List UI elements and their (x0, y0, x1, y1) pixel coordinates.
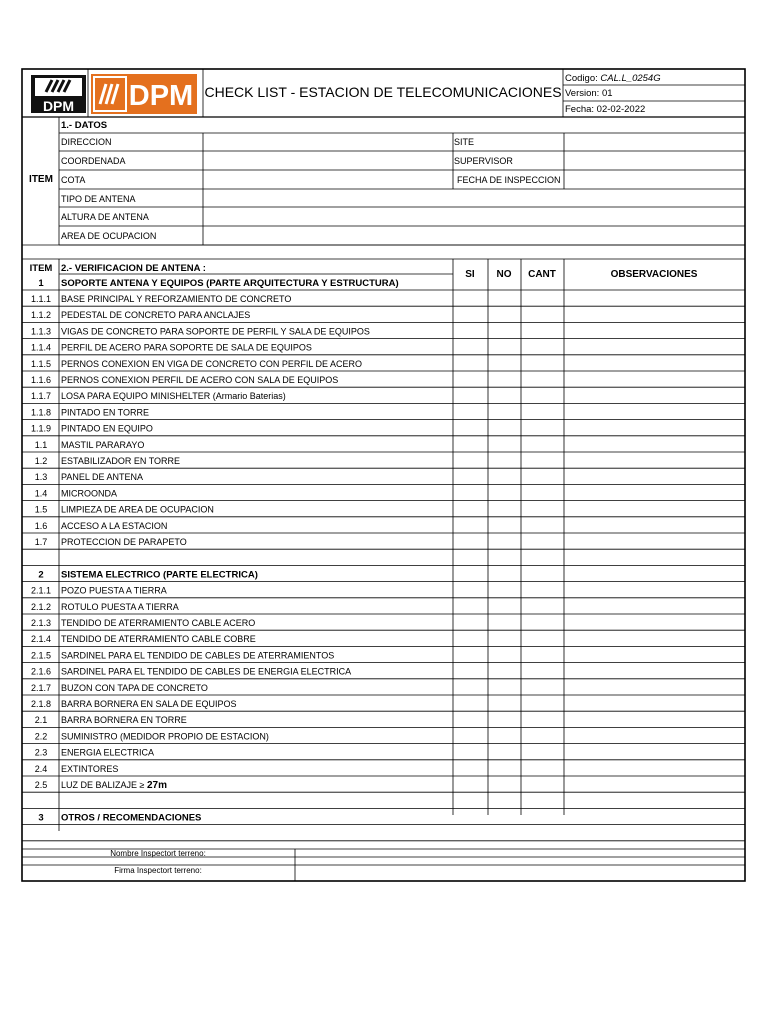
cant-cell[interactable] (521, 695, 564, 711)
item-text (61, 683, 208, 693)
item-number: 1.1.2 (30, 310, 52, 321)
item-label: MICROONDA (61, 488, 117, 499)
cant-cell[interactable] (521, 371, 564, 387)
item-text (61, 310, 250, 320)
item-number: 1.2 (34, 456, 48, 466)
si-cell[interactable] (453, 776, 488, 792)
observaciones-cell[interactable] (564, 517, 745, 533)
item-label: BARRA BORNERA EN SALA DE EQUIPOS (61, 699, 237, 709)
item-text (61, 699, 237, 709)
no-cell[interactable] (488, 355, 521, 371)
observaciones-cell[interactable] (564, 484, 745, 500)
col-si-header: SI (465, 269, 475, 280)
item-text (61, 294, 291, 304)
item-label: TENDIDO DE ATERRAMIENTO CABLE COBRE (61, 634, 256, 645)
si-cell[interactable] (453, 322, 488, 338)
observaciones-cell[interactable] (564, 679, 745, 695)
si-cell[interactable] (453, 436, 488, 452)
item-text (61, 488, 117, 498)
item-number: 2.1.7 (30, 682, 52, 693)
item-label: PROTECCION DE PARAPETO (61, 537, 187, 547)
si-cell[interactable] (453, 306, 488, 322)
si-cell[interactable] (453, 484, 488, 500)
logo-brand-text: DPM (128, 80, 194, 112)
item-text (61, 424, 153, 434)
cant-cell[interactable] (521, 646, 564, 662)
no-cell[interactable] (488, 663, 521, 679)
item-number: 1.1.1 (30, 294, 52, 304)
observaciones-cell[interactable] (564, 776, 745, 792)
observaciones-cell[interactable] (564, 663, 745, 679)
item-number: 1.7 (34, 537, 48, 547)
item-label: PERNOS CONEXION PERFIL DE ACERO CON SALA DE EQUIPOS (61, 375, 339, 385)
si-cell[interactable] (453, 533, 488, 549)
item-text (61, 343, 312, 353)
si-cell[interactable] (453, 371, 488, 387)
cant-cell[interactable] (521, 630, 564, 646)
no-cell[interactable] (488, 711, 521, 727)
cant-cell[interactable] (521, 663, 564, 679)
cant-cell[interactable] (521, 420, 564, 436)
no-cell[interactable] (488, 436, 521, 452)
no-cell[interactable] (488, 403, 521, 419)
cant-cell[interactable] (521, 403, 564, 419)
header (31, 73, 661, 115)
no-cell[interactable] (488, 614, 521, 630)
item-text (61, 440, 144, 450)
observaciones-cell[interactable] (564, 646, 745, 662)
verif-heading: 2.- VERIFICACION DE ANTENA : (61, 263, 206, 274)
no-cell[interactable] (488, 420, 521, 436)
item-number: 2.1 (34, 715, 48, 726)
item-number: 2.1.1 (30, 585, 52, 596)
item-number: 2.4 (34, 763, 48, 774)
item-label: EXTINTORES (61, 763, 119, 774)
item-number: 1.1.8 (30, 407, 52, 418)
observaciones-cell[interactable] (564, 452, 745, 468)
item-number: 2.3 (34, 747, 48, 758)
datos-section (29, 120, 560, 241)
si-cell[interactable] (453, 695, 488, 711)
item-text (61, 505, 214, 515)
item-label: VIGAS DE CONCRETO PARA SOPORTE DE PERFIL Y SALA DE EQUIPOS (61, 326, 370, 337)
item-text (61, 391, 286, 401)
cant-cell[interactable] (521, 776, 564, 792)
cant-cell[interactable] (521, 387, 564, 403)
si-cell[interactable] (453, 290, 488, 306)
cant-cell[interactable] (521, 598, 564, 614)
item-label: MASTIL PARARAYO (61, 439, 145, 450)
item-number: 2.5 (34, 780, 48, 790)
item-label: POZO PUESTA A TIERRA (61, 585, 167, 596)
field-site: SITE (454, 137, 475, 147)
si-cell[interactable] (453, 614, 488, 630)
no-cell[interactable] (488, 695, 521, 711)
si-cell[interactable] (453, 501, 488, 517)
no-cell[interactable] (488, 306, 521, 322)
field-tipo-antena: TIPO DE ANTENA (61, 194, 136, 204)
field-area-ocupacion: AREA DE OCUPACION (61, 231, 157, 241)
no-cell[interactable] (488, 776, 521, 792)
no-cell[interactable] (488, 646, 521, 662)
si-cell[interactable] (453, 760, 488, 776)
cant-cell[interactable] (521, 679, 564, 695)
no-cell[interactable] (488, 533, 521, 549)
si-cell[interactable] (453, 711, 488, 727)
si-cell[interactable] (453, 420, 488, 436)
cant-cell[interactable] (521, 744, 564, 760)
no-cell[interactable] (488, 339, 521, 355)
observaciones-cell[interactable] (564, 420, 745, 436)
item-text (61, 586, 167, 596)
no-cell[interactable] (488, 760, 521, 776)
item-number: 1.1.7 (30, 391, 52, 402)
item-label: ROTULO PUESTA A TIERRA (61, 601, 179, 612)
observaciones-cell[interactable] (564, 598, 745, 614)
cant-cell[interactable] (521, 533, 564, 549)
item-text (61, 602, 179, 612)
no-cell[interactable] (488, 387, 521, 403)
item-label: BASE PRINCIPAL Y REFORZAMIENTO DE CONCRETO (61, 294, 292, 304)
datos-heading: 1.- DATOS (61, 120, 108, 131)
observaciones-cell[interactable] (564, 582, 745, 598)
datos-item-label: ITEM (29, 174, 53, 185)
col-cant-header: CANT (528, 269, 556, 280)
section-title: SISTEMA ELECTRICO (PARTE ELECTRICA) (61, 569, 258, 581)
field-coordenada: COORDENADA (61, 156, 126, 166)
item-number: 2.2 (34, 731, 48, 742)
cant-cell[interactable] (521, 501, 564, 517)
item-label: PERNOS CONEXION EN VIGA DE CONCRETO CON PERFIL DE ACERO (61, 358, 363, 369)
section-number: 3 (38, 812, 44, 824)
item-number: 1.3 (34, 472, 48, 483)
observaciones-cell[interactable] (564, 533, 745, 549)
item-label: TENDIDO DE ATERRAMIENTO CABLE ACERO (61, 618, 256, 628)
si-cell[interactable] (453, 582, 488, 598)
field-cota: COTA (61, 175, 86, 185)
item-number: 2.1.4 (30, 634, 52, 645)
item-text (61, 731, 269, 741)
item-text (61, 359, 362, 369)
item-label: ENERGIA ELECTRICA (61, 747, 155, 758)
observaciones-cell[interactable] (564, 760, 745, 776)
observaciones-cell[interactable] (564, 306, 745, 322)
no-cell[interactable] (488, 582, 521, 598)
item-label: PINTADO EN TORRE (61, 407, 150, 418)
item-text (61, 650, 334, 660)
section-number: 2 (38, 569, 44, 581)
nombre-inspector-field[interactable] (295, 849, 744, 865)
cant-cell[interactable] (521, 760, 564, 776)
item-number: 1.1.9 (30, 423, 52, 434)
cant-cell[interactable] (521, 355, 564, 371)
observaciones-cell[interactable] (564, 468, 745, 484)
item-number: 1.1.5 (30, 358, 52, 369)
field-supervisor: SUPERVISOR (454, 156, 513, 166)
section-title: SOPORTE ANTENA Y EQUIPOS (PARTE ARQUITECTURA Y ESTRUCTURA) (61, 278, 399, 289)
item-text (61, 780, 167, 791)
si-cell[interactable] (453, 679, 488, 695)
no-cell[interactable] (488, 598, 521, 614)
item-text (61, 667, 351, 677)
item-number: 1.5 (34, 504, 48, 515)
no-cell[interactable] (488, 501, 521, 517)
cant-cell[interactable] (521, 322, 564, 338)
cant-cell[interactable] (521, 614, 564, 630)
cant-cell[interactable] (521, 290, 564, 306)
observaciones-cell[interactable] (564, 501, 745, 517)
version-text: Version: 01 (565, 88, 613, 99)
dpm-brand-logo (91, 74, 197, 114)
cant-cell[interactable] (521, 452, 564, 468)
cant-cell[interactable] (521, 582, 564, 598)
item-label: LIMPIEZA DE AREA DE OCUPACION (61, 504, 214, 515)
codigo-text (565, 73, 661, 84)
item-text (61, 715, 187, 725)
item-number: 2.1.3 (30, 618, 52, 628)
no-cell[interactable] (488, 744, 521, 760)
si-cell[interactable] (453, 630, 488, 646)
si-cell[interactable] (453, 387, 488, 403)
cant-cell[interactable] (521, 468, 564, 484)
cant-cell[interactable] (521, 339, 564, 355)
page-title: CHECK LIST - ESTACION DE TELECOMUNICACIONES (204, 84, 562, 100)
observaciones-cell[interactable] (564, 322, 745, 338)
si-cell[interactable] (453, 403, 488, 419)
item-text (61, 456, 180, 466)
observaciones-cell[interactable] (564, 744, 745, 760)
cant-cell[interactable] (521, 727, 564, 743)
item-label: SARDINEL PARA EL TENDIDO DE CABLES DE ATERRAMIENTOS (61, 650, 335, 661)
cant-cell[interactable] (521, 711, 564, 727)
no-cell[interactable] (488, 371, 521, 387)
si-cell[interactable] (453, 452, 488, 468)
logo-small-text: DPM (42, 98, 75, 114)
item-text (61, 407, 149, 417)
item-text (61, 748, 154, 758)
item-label: BUZON CON TAPA DE CONCRETO (61, 682, 208, 693)
col-obs-header: OBSERVACIONES (610, 269, 698, 280)
si-cell[interactable] (453, 468, 488, 484)
no-cell[interactable] (488, 630, 521, 646)
observaciones-cell[interactable] (564, 403, 745, 419)
verif-item-label: ITEM (29, 263, 53, 274)
item-text (61, 764, 118, 774)
no-cell[interactable] (488, 679, 521, 695)
nombre-inspector-label: Nombre Inspectort terreno: (110, 849, 206, 858)
si-cell[interactable] (453, 355, 488, 371)
si-cell[interactable] (453, 517, 488, 533)
si-cell[interactable] (453, 339, 488, 355)
no-cell[interactable] (488, 452, 521, 468)
item-number: 1.6 (34, 520, 48, 531)
item-number: 1.1.6 (30, 375, 52, 385)
si-cell[interactable] (453, 646, 488, 662)
observaciones-cell[interactable] (564, 711, 745, 727)
observaciones-cell[interactable] (564, 695, 745, 711)
no-cell[interactable] (488, 517, 521, 533)
field-fecha-inspeccion: FECHA DE INSPECCION (457, 175, 561, 185)
item-label: SARDINEL PARA EL TENDIDO DE CABLES DE ENERGIA ELECTRICA (61, 666, 352, 677)
item-number: 2.1.8 (30, 699, 52, 709)
codigo-value: CAL.L_0254G (600, 73, 661, 84)
item-number: 1.1 (34, 439, 48, 450)
observaciones-cell[interactable] (564, 371, 745, 387)
no-cell[interactable] (488, 468, 521, 484)
col-no-header: NO (496, 269, 512, 280)
item-text (61, 537, 187, 547)
item-label: PERFIL DE ACERO PARA SOPORTE DE SALA DE EQUIPOS (61, 342, 312, 353)
cant-cell[interactable] (521, 517, 564, 533)
item-label: LOSA PARA EQUIPO MINISHELTER (Armario Baterias) (61, 391, 286, 402)
item-label: PEDESTAL DE CONCRETO PARA ANCLAJES (61, 310, 251, 321)
observaciones-cell[interactable] (564, 727, 745, 743)
observaciones-cell[interactable] (564, 436, 745, 452)
no-cell[interactable] (488, 727, 521, 743)
item-label: PANEL DE ANTENA (61, 472, 144, 483)
si-cell[interactable] (453, 663, 488, 679)
item-number: 1.1.4 (30, 342, 52, 353)
si-cell[interactable] (453, 727, 488, 743)
item-label: SUMINISTRO (MEDIDOR PROPIO DE ESTACION) (61, 731, 269, 742)
fecha-text: Fecha: 02-02-2022 (565, 104, 646, 115)
item-label: ESTABILIZADOR EN TORRE (61, 456, 181, 466)
cant-cell[interactable] (521, 436, 564, 452)
item-text (61, 521, 167, 531)
firma-inspector-label: Firma Inspectort terreno: (114, 866, 202, 875)
observaciones-cell[interactable] (564, 355, 745, 371)
field-direccion: DIRECCION (61, 137, 112, 147)
observaciones-cell[interactable] (564, 630, 745, 646)
cant-cell[interactable] (521, 306, 564, 322)
observaciones-cell[interactable] (564, 339, 745, 355)
item-number: 2.1.6 (30, 666, 52, 677)
si-cell[interactable] (453, 598, 488, 614)
section-title: OTROS / RECOMENDACIONES (61, 812, 202, 824)
codigo-label: Codigo: (565, 73, 601, 84)
item-label-suffix: 27m (146, 780, 167, 791)
cant-cell[interactable] (521, 484, 564, 500)
observaciones-cell[interactable] (564, 290, 745, 306)
item-number: 1.4 (34, 488, 48, 499)
item-number: 2.1.5 (30, 650, 52, 661)
item-text (61, 634, 256, 644)
item-label: ACCESO A LA ESTACION (61, 520, 168, 531)
field-altura-antena: ALTURA DE ANTENA (61, 212, 149, 222)
no-cell[interactable] (488, 290, 521, 306)
item-label: BARRA BORNERA EN TORRE (61, 715, 187, 726)
section-number: 1 (38, 278, 44, 289)
item-text (61, 472, 143, 482)
observaciones-cell[interactable] (564, 387, 745, 403)
item-number: 2.1.2 (30, 601, 52, 612)
item-text (61, 375, 338, 385)
item-label: LUZ DE BALIZAJE ≥ (61, 780, 147, 790)
item-text (61, 618, 255, 628)
checklist-rows (31, 278, 745, 823)
item-label: PINTADO EN EQUIPO (61, 423, 153, 434)
no-cell[interactable] (488, 484, 521, 500)
item-text (61, 326, 370, 336)
no-cell[interactable] (488, 322, 521, 338)
observaciones-cell[interactable] (564, 614, 745, 630)
item-number: 1.1.3 (30, 326, 52, 337)
dpm-logo-small (31, 75, 86, 114)
firma-inspector-field[interactable] (295, 865, 744, 881)
si-cell[interactable] (453, 744, 488, 760)
